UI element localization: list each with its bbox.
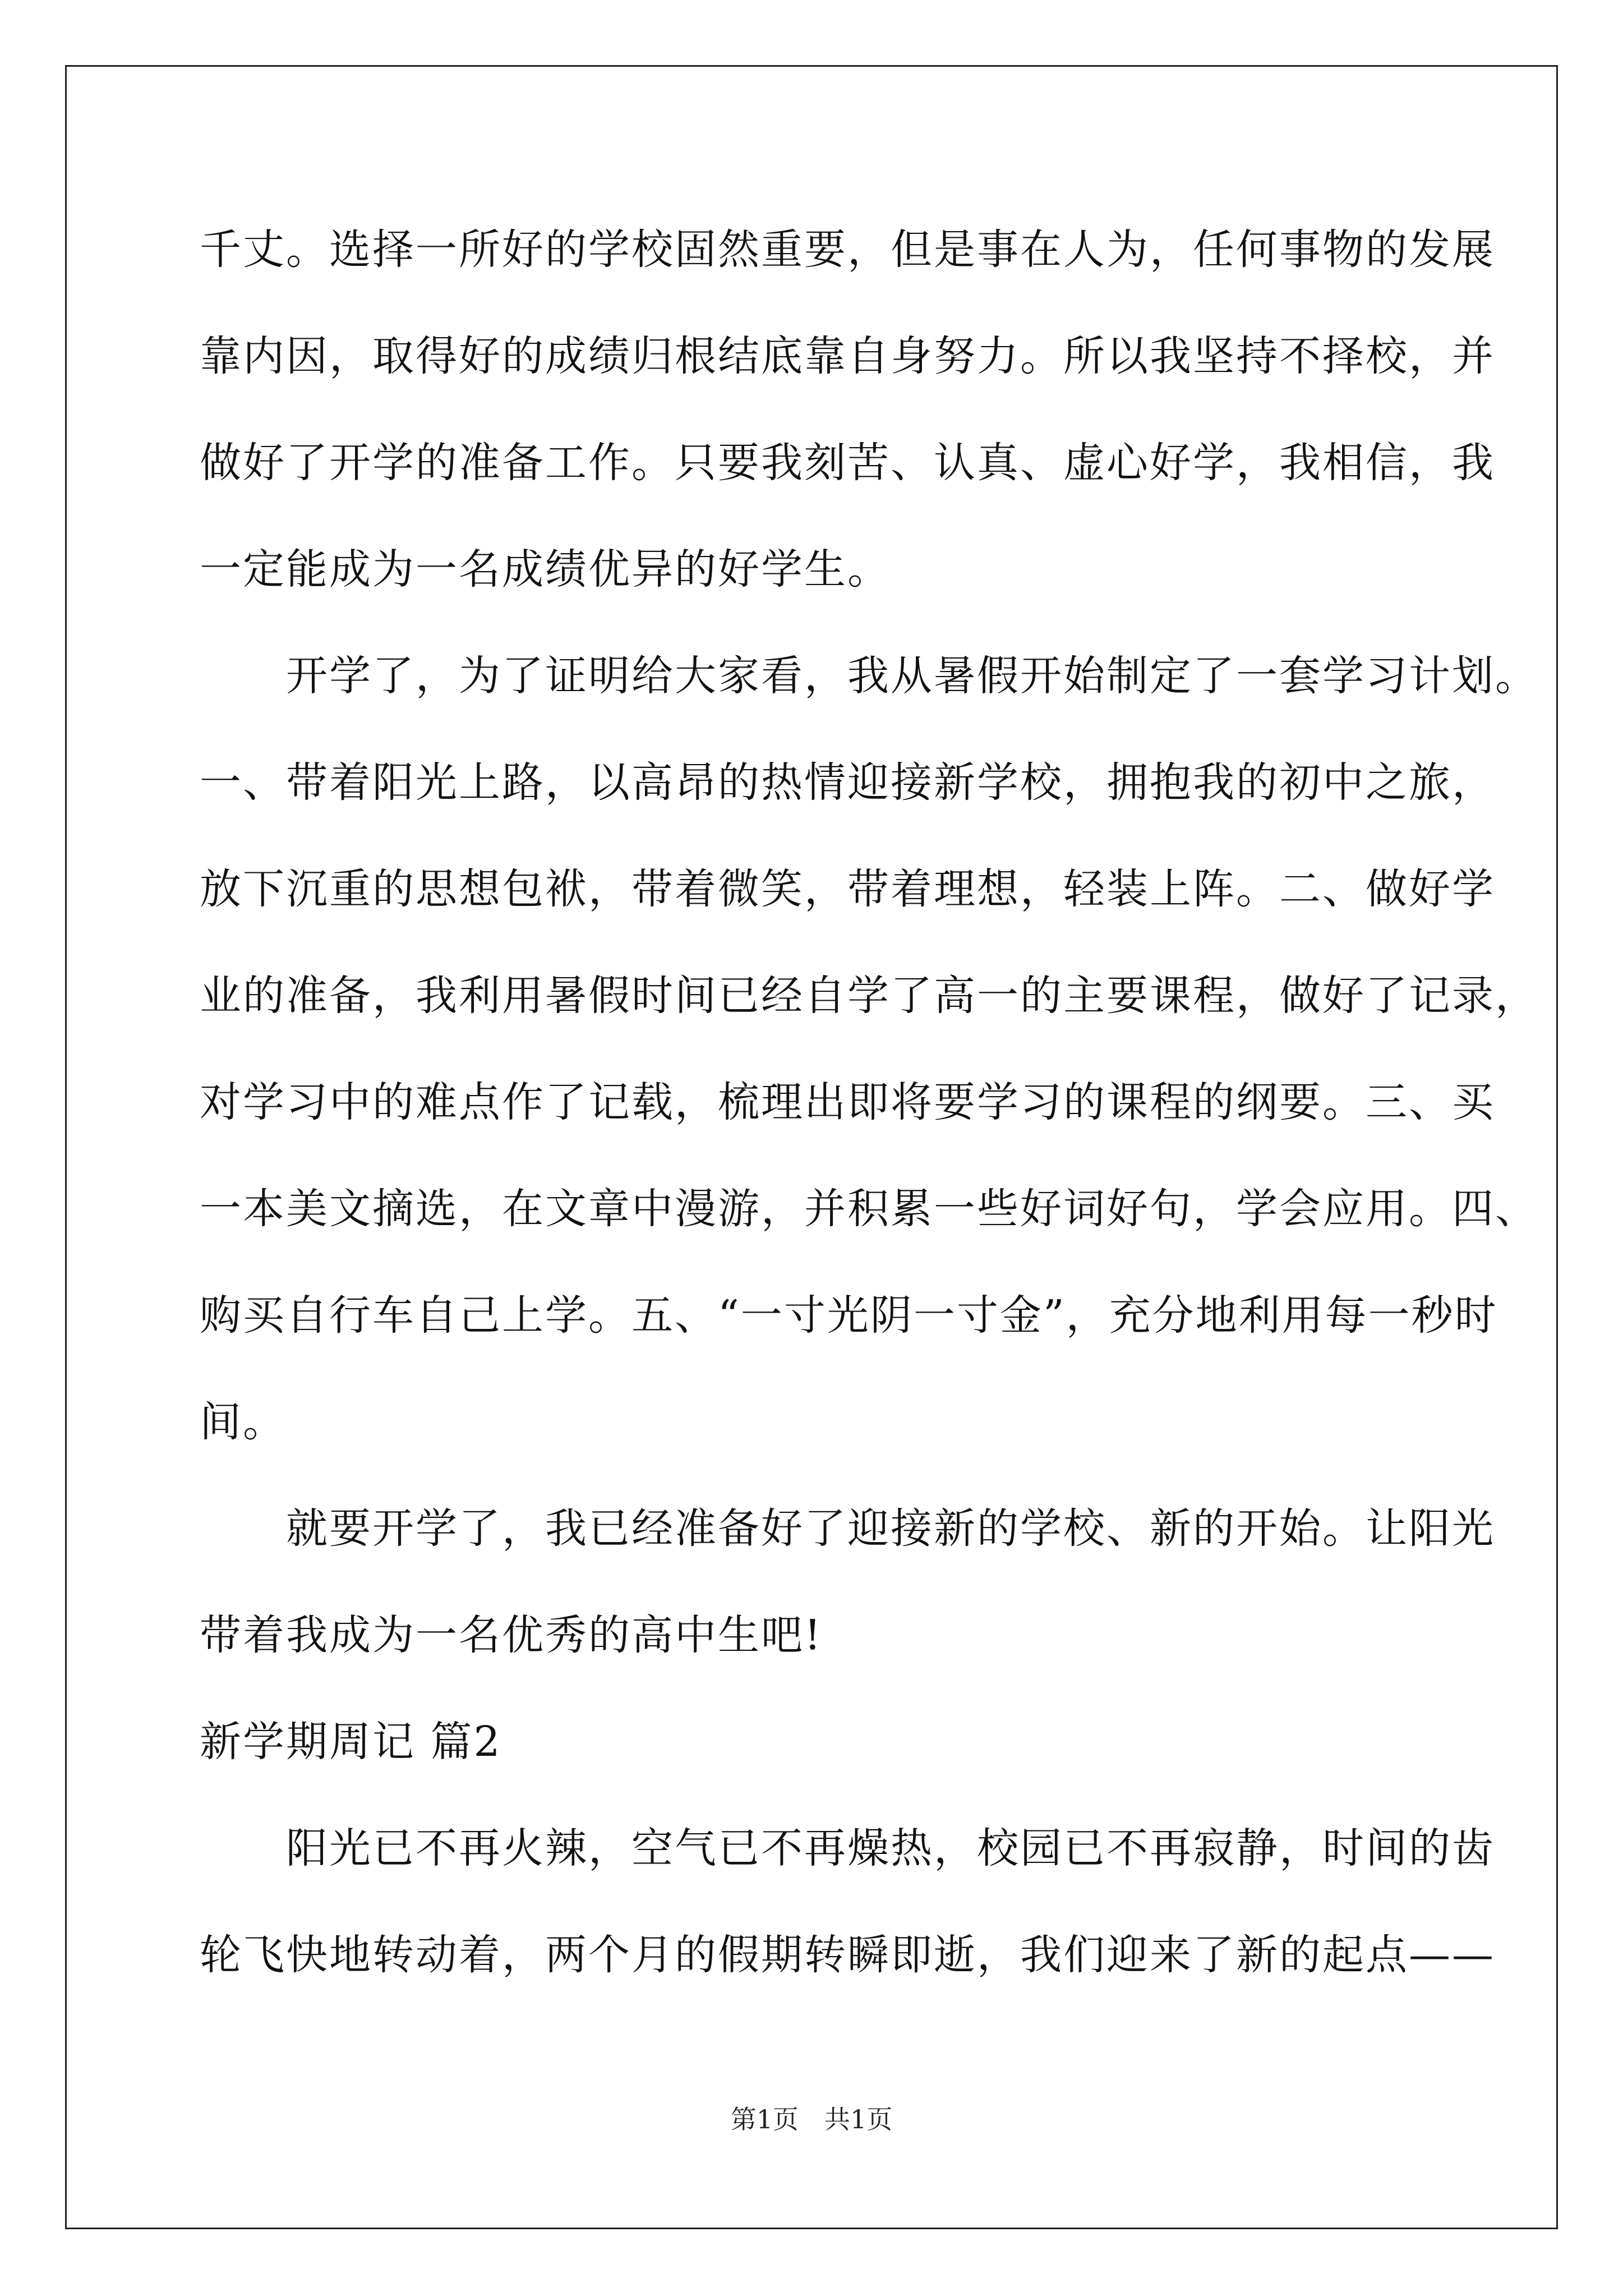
text-line: 购买自行车自己上学。五、“一寸光阴一寸金”，充分地利用每一秒时	[200, 1291, 1498, 1340]
text-line: 一、带着阳光上路，以高昂的热情迎接新学校，拥抱我的初中之旅，	[200, 758, 1495, 807]
text-line: 靠内因，取得好的成绩归根结底靠自身努力。所以我坚持不择校，并	[200, 332, 1495, 380]
page-border	[65, 65, 1558, 2229]
text-line: 放下沉重的思想包袱，带着微笑，带着理想，轻装上阵。二、做好学	[200, 865, 1495, 913]
text-line: 做好了开学的准备工作。只要我刻苦、认真、虚心好学，我相信，我	[200, 439, 1495, 487]
paragraph-start: 就要开学了，我已经准备好了迎接新的学校、新的开始。让阳光	[200, 1504, 1495, 1553]
text-line: 间。	[200, 1398, 286, 1446]
text-line: 带着我成为一名优秀的高中生吧!	[200, 1611, 823, 1659]
paragraph-start: 阳光已不再火辣，空气已不再燥热，校园已不再寂静，时间的齿	[200, 1824, 1495, 1872]
paragraph-start: 开学了，为了证明给大家看，我从暑假开始制定了一套学习计划。	[200, 652, 1538, 700]
text-line: 千丈。选择一所好的学校固然重要，但是事在人为，任何事物的发展	[200, 226, 1495, 274]
text-line: 一定能成为一名成绩优异的好学生。	[200, 545, 891, 593]
text-line: 轮飞快地转动着，两个月的假期转瞬即逝，我们迎来了新的起点——	[200, 1931, 1495, 1979]
text-line: 一本美文摘选，在文章中漫游，并积累一些好词好句，学会应用。四、	[200, 1185, 1538, 1233]
section-heading: 新学期周记 篇2	[200, 1718, 502, 1766]
page-number: 第1页 共1页	[730, 2104, 893, 2134]
text-line: 业的准备，我利用暑假时间已经自学了高一的主要课程，做好了记录，	[200, 972, 1538, 1020]
text-line: 对学习中的难点作了记载，梳理出即将要学习的课程的纲要。三、买	[200, 1078, 1495, 1126]
